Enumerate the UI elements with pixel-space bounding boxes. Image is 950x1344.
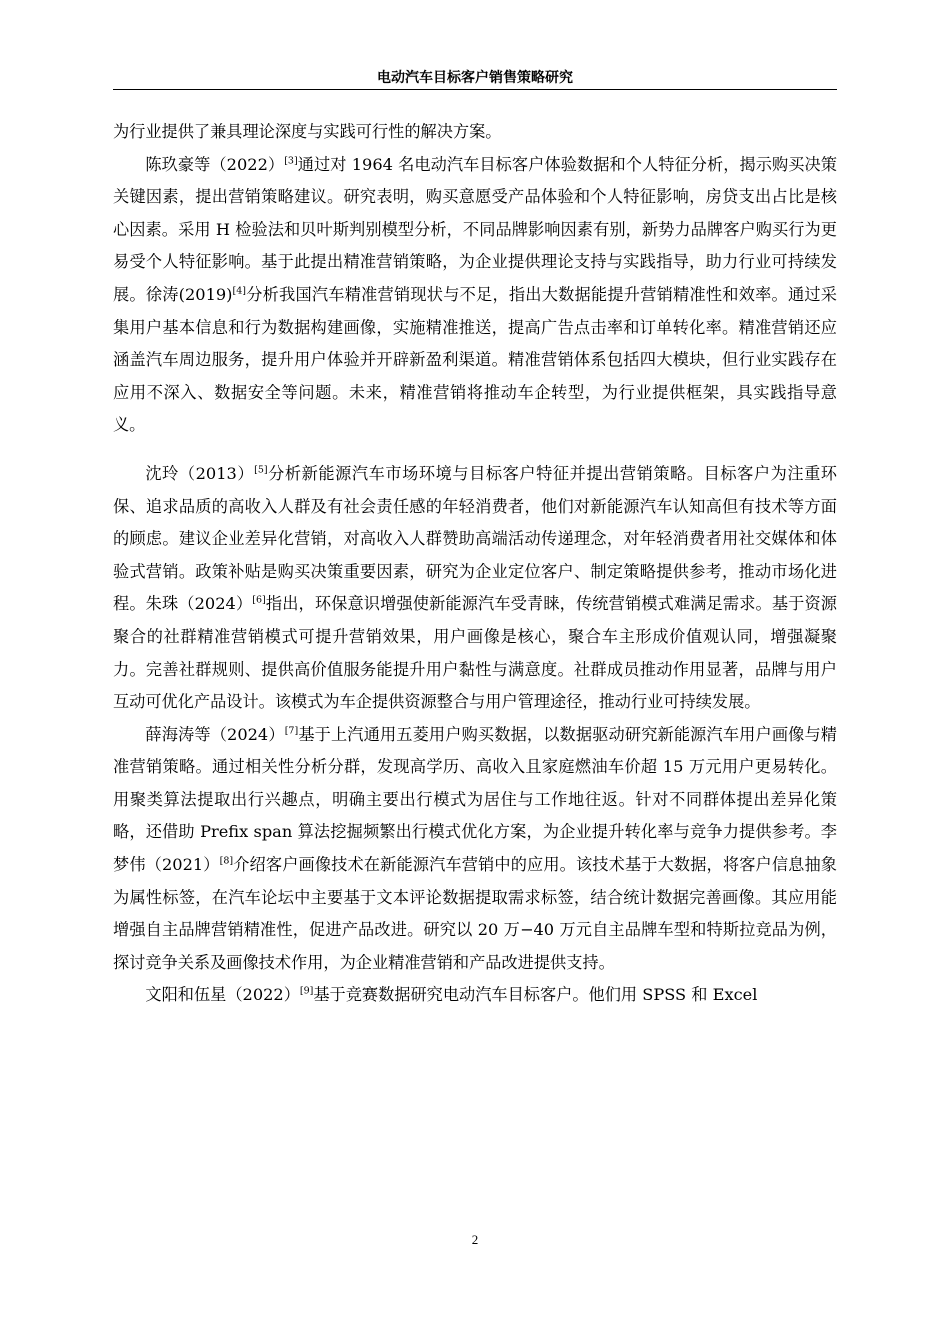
- text-segment: 介绍客户画像技术在新能源汽车营销中的应用。该技术基于大数据，将客户信息抽象为属性标签，在汽车论坛中主要基于文本评论数据提取需求标签，结合统计数据完善画像。其应用能增强自主品牌营销精准性，促进产品改进。研究以 20 万−40 万元自主品牌车型和特斯拉竞品为例，探讨竞争关系及画像技术作用，为企业精准营销和产品改进提供支持。: [113, 855, 837, 972]
- citation-ref: [7]: [284, 725, 299, 737]
- paragraph-wen-wu: [113, 979, 837, 1012]
- paragraph-chen-xu: [113, 149, 837, 442]
- citation-ref: [6]: [252, 594, 266, 606]
- text-segment: 薛海涛等（2024）: [145, 724, 285, 744]
- text-segment: 分析新能源汽车市场环境与目标客户特征并提出营销策略。目标客户为注重环保、追求品质的高收入人群及有社会责任感的年轻消费者，他们对新能源汽车认知高但有技术等方面的顾虑。建议企业差异化营销，对高收入人群赞助高端活动传递理念，对年轻消费者用社交媒体和体验式营销。政策补贴是购买决策重要因素，研究为企业定位客户、制定策略提供参考，推动市场化进程。朱珠（2024）: [113, 463, 837, 614]
- text-segment: 分析我国汽车精准营销现状与不足，指出大数据能提升营销精准性和效率。通过采集用户基本信息和行为数据构建画像，实施精准推送，提高广告点击率和订单转化率。精准营销还应涵盖汽车周边服务，提升用户体验并开辟新盈利渠道。精准营销体系包括四大模块，但行业实践存在应用不深入、数据安全等问题。未来，精准营销将推动车企转型，为行业提供框架，具实践指导意义。: [113, 284, 837, 435]
- text-segment: 文阳和伍星（2022）: [145, 985, 300, 1005]
- citation-ref: [9]: [299, 986, 314, 998]
- text-segment: 基于竞赛数据研究电动汽车目标客户。他们用 SPSS 和 Excel: [313, 985, 758, 1005]
- body-text: [113, 116, 837, 1012]
- paragraph-continuation: [113, 116, 837, 149]
- citation-ref: [4]: [232, 285, 246, 297]
- citation-ref: [8]: [219, 855, 234, 867]
- text-segment: 通过对 1964 名电动汽车目标客户体验数据和个人特征分析，揭示购买决策关键因素，提出营销策略建议。研究表明，购买意愿受产品体验和个人特征影响，房贷支出占比是核心因素。采用 H 检验法和贝叶斯判别模型分析，不同品牌影响因素有别，新势力品牌客户购买行为更易受个人特征影响。基于此提出精准营销策略，为企业提供理论支持与实践指导，助力行业可持续发展。徐涛(2019): [113, 154, 837, 304]
- paragraph-xue-li: [113, 719, 837, 980]
- text-segment: 陈玖豪等（2022）: [145, 154, 285, 174]
- text-segment: 指出，环保意识增强使新能源汽车受青睐，传统营销模式难满足需求。基于资源聚合的社群精准营销模式可提升营销效果，用户画像是核心，聚合车主形成价值观认同，增强凝聚力。完善社群规则、提供高价值服务能提升用户黏性与满意度。社群成员推动作用显著，品牌与用户互动可优化产品设计。该模式为车企提供资源整合与用户管理途径，推动行业可持续发展。: [113, 594, 837, 712]
- page-number: 2: [471, 1232, 479, 1247]
- text-segment: 基于上汽通用五菱用户购买数据，以数据驱动研究新能源汽车用户画像与精准营销策略。通过相关性分析分群，发现高学历、高收入且家庭燃油车价超 15 万元用户更易转化。用聚类算法提取出行兴趣点，明确主要出行模式为居住与工作地往返。针对不同群体提出差异化策略，还借助 Prefix span 算法挖掘频繁出行模式优化方案，为企业提升转化率与竞争力提供参考。李梦伟（2021）: [113, 724, 837, 875]
- citation-ref: [3]: [284, 155, 298, 167]
- text-segment: 为行业提供了兼具理论深度与实践可行性的解决方案。: [113, 122, 502, 141]
- header-rule: [113, 89, 837, 90]
- text-segment: 沈玲（2013）: [145, 463, 255, 483]
- citation-ref: [5]: [254, 464, 268, 476]
- running-header: 电动汽车目标客户销售策略研究: [377, 70, 573, 86]
- paragraph-shen-zhu: [113, 458, 837, 719]
